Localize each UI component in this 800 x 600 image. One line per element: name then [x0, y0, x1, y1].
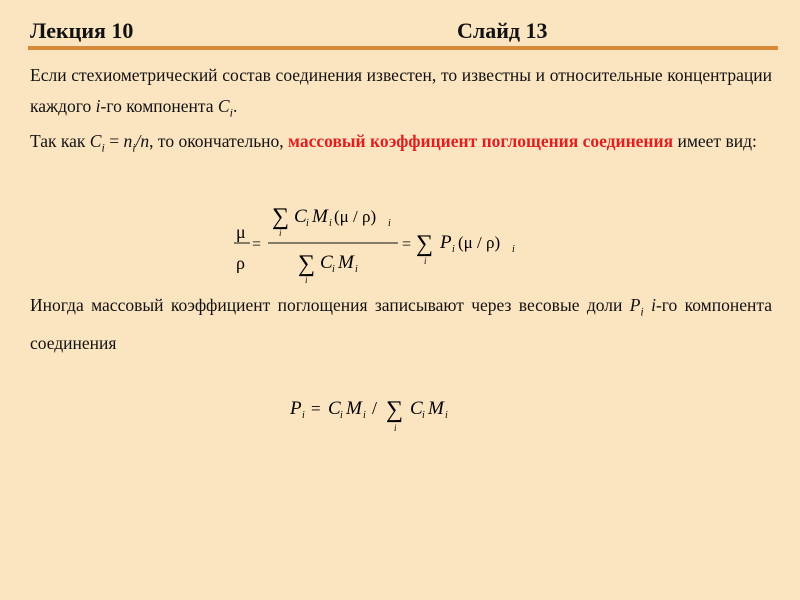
- formula-mass-absorption: [228, 196, 528, 291]
- header-divider: [28, 46, 778, 50]
- equals-sign: =: [402, 236, 412, 253]
- var-c: C: [217, 96, 230, 116]
- formula-svg: [228, 196, 528, 286]
- subscript-i: i: [229, 105, 233, 120]
- subscript-i: i: [640, 304, 644, 319]
- subscript-i: i: [340, 410, 343, 421]
- rho-symbol: ρ: [236, 253, 245, 273]
- paragraph-text: -го компонента: [100, 96, 218, 116]
- paragraph-weight-fractions: [30, 290, 772, 359]
- var-c: C: [89, 131, 102, 151]
- slash-n: /n: [135, 131, 150, 151]
- c-symbol: C: [328, 398, 341, 419]
- sigma-symbol: ∑: [272, 204, 290, 230]
- equals-sign: =: [252, 236, 262, 253]
- m-symbol: M: [346, 398, 362, 419]
- paragraph-text: Если стехиометрический состав соединения известен, то известны и относительные концентрации каждого: [30, 65, 772, 116]
- space: [644, 295, 651, 315]
- rhs-ratio: (μ / ρ): [458, 233, 501, 252]
- subscript-i: i: [132, 140, 136, 155]
- var-p: P: [629, 295, 641, 315]
- subscript-i: i: [329, 218, 332, 229]
- mu-symbol: μ: [236, 222, 246, 242]
- highlighted-term: массовый коэффициент поглощения соединения: [288, 131, 674, 151]
- paragraph-text: , то окончательно,: [149, 131, 289, 151]
- rhs-p: P: [440, 232, 452, 253]
- sum-index: i: [279, 228, 282, 238]
- denominator-m: M: [338, 252, 354, 273]
- subscript-i: i: [332, 264, 335, 275]
- sum-index: i: [394, 423, 397, 433]
- paragraph-text: имеет вид:: [673, 131, 757, 151]
- var-n: n: [123, 131, 133, 151]
- sigma-symbol: ∑: [298, 251, 316, 277]
- subscript-i: i: [355, 264, 358, 275]
- paragraph-text: .: [232, 96, 238, 116]
- p-symbol: P: [290, 398, 302, 419]
- var-i: i: [651, 295, 656, 315]
- subscript-i: i: [512, 244, 515, 255]
- denominator-c: C: [320, 252, 333, 273]
- numerator-m: M: [312, 206, 328, 227]
- numerator-ratio: (μ / ρ): [334, 207, 377, 226]
- subscript-i: i: [306, 218, 309, 229]
- slide-number: Слайд 13: [457, 18, 548, 43]
- equals-sign: =: [104, 131, 124, 151]
- sum-index: i: [305, 275, 308, 285]
- var-i: i: [95, 96, 101, 116]
- subscript-i: i: [101, 140, 105, 155]
- equals-sign: =: [311, 399, 321, 418]
- sum-index: i: [424, 256, 427, 266]
- formula-svg: [288, 386, 478, 442]
- subscript-i: i: [452, 244, 455, 255]
- subscript-i: i: [445, 410, 448, 421]
- subscript-i: i: [302, 410, 305, 421]
- paragraph-text: Иногда массовый коэффициент поглощения записывают через весовые доли: [30, 295, 630, 315]
- numerator-c: C: [294, 206, 307, 227]
- paragraph-stoichiometry: [30, 60, 772, 129]
- paragraph-mass-coefficient: [30, 126, 772, 164]
- paragraph-text: -го компонента соединения: [30, 295, 773, 353]
- sigma-symbol: ∑: [416, 231, 434, 257]
- m-symbol: M: [428, 398, 444, 419]
- subscript-i: i: [388, 218, 391, 229]
- sigma-symbol: ∑: [386, 397, 404, 423]
- paragraph-text: Так как: [30, 131, 90, 151]
- formula-weight-fraction: [288, 386, 478, 447]
- slash-symbol: /: [372, 398, 378, 418]
- subscript-i: i: [363, 410, 366, 421]
- c-symbol: C: [410, 398, 423, 419]
- subscript-i: i: [422, 410, 425, 421]
- lecture-title: Лекция 10: [30, 18, 134, 43]
